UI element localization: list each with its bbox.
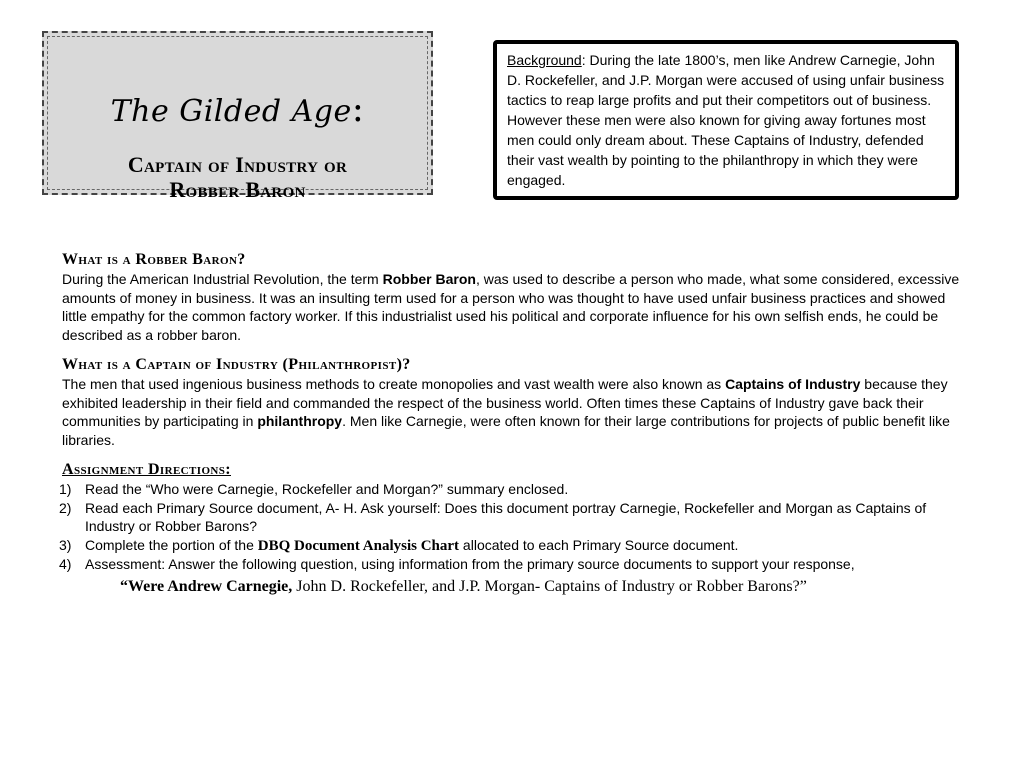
background-label: Background <box>507 52 582 68</box>
list-item-text: Read the “Who were Carnegie, Rockefeller and Morgan?” summary enclosed. <box>85 481 569 497</box>
philanthropy-term: philanthropy <box>257 413 343 429</box>
assignment-list <box>59 480 962 574</box>
captain-text-2: because they exhibited leadership in their field and commanded the respect of the business world. Often times these Captains of Industry gave back their communities by participating in <box>62 376 948 429</box>
list-item <box>59 555 962 574</box>
assessment-question-rest: John D. Rockefeller, and J.P. Morgan- Captains of Industry or Robber Barons?” <box>292 577 807 595</box>
captain-heading: What is a Captain of Industry (Philanthropist)? <box>62 356 411 373</box>
list-item-number: 1) <box>59 481 72 497</box>
list-item-text: Complete the portion of the <box>85 536 258 553</box>
list-item-text: Assessment: Answer the following question, using information from the primary source documents to support your response, <box>85 556 855 572</box>
page-title-text: The Gilded Age <box>110 94 352 129</box>
dbq-chart-name: DBQ Document Analysis Chart <box>257 537 460 554</box>
assignment-heading: Assignment Directions: <box>62 461 231 478</box>
page-subtitle <box>42 152 433 202</box>
background-text: : During the late 1800’s, men like Andrew Carnegie, John D. Rockefeller, and J.P. Morgan were accused of using unfair business tactics to reap large profits and put their competitors out of business. However these men were also known for giving away fortunes most men could only dream about. These Captains of Industry, defended their vast wealth by pointing to the philanthropy in which they were engaged. <box>507 52 945 188</box>
list-item-text-end: allocated to each Primary Source document. <box>459 536 739 553</box>
robber-baron-text-2: , was used to describe a person who made, what some considered, excessive amounts of money in business. It was an insulting term used for a person who was thought to have used unfair business practices and showed little empathy for the common factory worker. If this industrialist used his political and corporate influence for his own selfish ends, he could be described as a robber baron. <box>62 271 960 343</box>
list-item <box>59 480 962 499</box>
list-item-number: 2) <box>59 499 72 516</box>
captain-text-3: . Men like Carnegie, were often known for their large contributions for projects of public benefit like libraries. <box>62 413 950 448</box>
captain-text-1: The men that used ingenious business methods to create monopolies and vast wealth were also known as <box>62 376 726 392</box>
page-subtitle-line1: Captain of Industry or <box>127 152 348 177</box>
robber-baron-paragraph <box>62 270 962 344</box>
title-box <box>42 31 433 202</box>
captain-term: Captains of Industry <box>725 376 861 392</box>
robber-baron-term: Robber Baron <box>382 271 476 287</box>
captain-paragraph <box>62 375 962 449</box>
page-title-colon: : <box>351 89 365 130</box>
list-item-number: 3) <box>59 536 72 553</box>
list-item <box>59 499 962 536</box>
list-item <box>59 536 962 556</box>
background-box <box>493 40 959 200</box>
page-subtitle-line2: Robber Baron <box>169 177 306 202</box>
robber-baron-heading: What is a Robber Baron? <box>62 251 246 268</box>
main-content <box>59 250 962 596</box>
assessment-question <box>62 578 962 597</box>
robber-baron-text-1: During the American Industrial Revolution, the term <box>62 271 383 287</box>
list-item-text: Read each Primary Source document, A- H. Ask yourself: Does this document portray Carnegie, Rockefeller and Morgan as Captains of Industry or Robber Barons? <box>85 499 927 534</box>
list-item-number: 4) <box>59 556 72 572</box>
page-title <box>42 89 433 130</box>
assessment-question-bold: “Were Andrew Carnegie, <box>120 577 293 595</box>
